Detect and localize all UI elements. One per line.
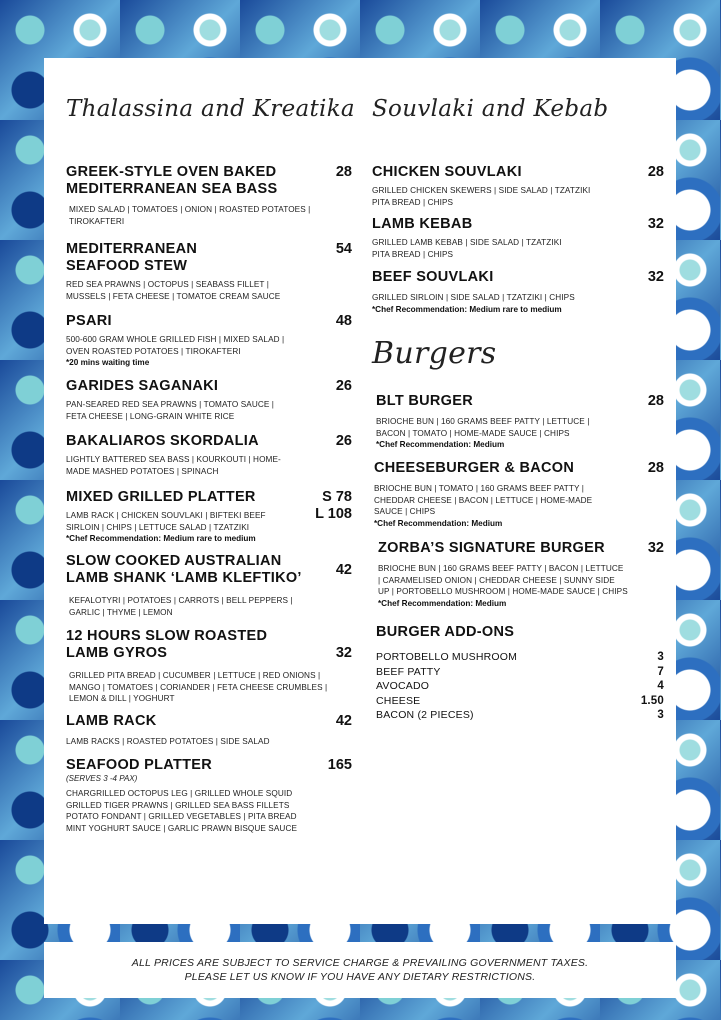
addon-row [376, 694, 664, 709]
item-note: *Chef Recommendation: Medium [374, 518, 503, 528]
item-name: CHEESEBURGER & BACON [374, 460, 575, 476]
item-name: GREEK-STYLE OVEN BAKED MEDITERRANEAN SEA BASS [66, 164, 278, 197]
addon-price: 3 [657, 709, 664, 721]
menu-item [376, 393, 664, 450]
item-name: PSARI [66, 313, 112, 329]
addon-name: BACON (2 PIECES) [376, 709, 474, 721]
addon-price: 1.50 [640, 694, 664, 707]
item-description: BRIOCHE BUN | 160 GRAMS BEEF PATTY | LETTUCE | BACON | TOMATO | HOME-MADE SAUCE | CHIPS [376, 417, 590, 438]
item-price: 26 [335, 433, 352, 449]
item-price: 54 [335, 241, 352, 257]
item-name: BEEF SOUVLAKI [372, 269, 494, 285]
item-description: GRILLED CHICKEN SKEWERS | SIDE SALAD | TZATZIKI PITA BREAD | CHIPS [372, 186, 591, 207]
menu-item [66, 757, 352, 834]
item-price: 165 [327, 757, 352, 773]
addon-row [376, 650, 664, 665]
section-title-burgers: Burgers [372, 336, 497, 371]
menu-item [374, 460, 664, 529]
footer-notice [44, 942, 676, 998]
item-description: LAMB RACK | CHICKEN SOUVLAKI | BIFTEKI BEEF SIRLOIN | CHIPS | LETTUCE SALAD | TZATZIKI [66, 511, 266, 532]
item-price-large: L 108 [315, 506, 352, 522]
item-description: GRILLED SIRLOIN | SIDE SALAD | TZATZIKI | CHIPS [372, 293, 575, 302]
addon-name: PORTOBELLO MUSHROOM [376, 651, 518, 663]
addon-name: AVOCADO [376, 680, 430, 692]
item-price-small: S 78 [322, 489, 352, 505]
item-note: *Chef Recommendation: Medium [376, 440, 505, 449]
item-price: 42 [335, 713, 352, 729]
item-price: 26 [335, 378, 352, 394]
addon-price: 7 [657, 665, 664, 678]
item-price-group [315, 489, 352, 523]
item-name: LAMB KEBAB [372, 216, 473, 232]
item-name: BLT BURGER [376, 393, 473, 409]
footer-line-2: PLEASE LET US KNOW IF YOU HAVE ANY DIETARY RESTRICTIONS. [184, 971, 536, 983]
item-description: CHARGRILLED OCTOPUS LEG | GRILLED WHOLE SQUID GRILLED TIGER PRAWNS | GRILLED SEA BASS FILLETS POTATO FONDANT | GRILLED VEGETABLES | PITA BREAD MINT YOGHURT SAUCE | GARLIC PRAWN BISQUE SAUCE [66, 789, 298, 833]
menu-item [66, 313, 352, 368]
item-name: SEAFOOD PLATTER [66, 757, 213, 773]
menu-item [66, 553, 352, 618]
menu-item [372, 216, 664, 260]
item-price: 28 [335, 164, 352, 180]
item-note: *Chef Recommendation: Medium rare to medium [66, 534, 256, 543]
item-name: MIXED GRILLED PLATTER [66, 489, 256, 505]
addon-price: 3 [657, 651, 664, 663]
menu-item [372, 164, 664, 208]
menu-item [66, 241, 352, 302]
item-price: 32 [647, 216, 664, 232]
menu-item [66, 628, 352, 705]
item-name: GARIDES SAGANAKI [66, 378, 219, 394]
item-note: *Chef Recommendation: Medium rare to medium [372, 304, 562, 314]
addon-row [376, 665, 664, 680]
item-price: 32 [335, 645, 352, 661]
item-description: LAMB RACKS | ROASTED POTATOES | SIDE SALAD [66, 737, 270, 746]
menu-item [66, 164, 352, 227]
footer-line-1: ALL PRICES ARE SUBJECT TO SERVICE CHARGE & PREVAILING GOVERNMENT TAXES. [131, 957, 589, 969]
burger-addons [376, 624, 664, 723]
item-price: 28 [647, 460, 664, 476]
menu-item [372, 269, 664, 315]
item-note: *Chef Recommendation: Medium [378, 598, 507, 608]
item-name: MEDITERRANEAN SEAFOOD STEW [66, 241, 198, 274]
addons-list [376, 650, 664, 723]
item-name: SLOW COOKED AUSTRALIAN LAMB SHANK ‘LAMB KLEFTIKO’ [66, 553, 302, 586]
item-description: GRILLED LAMB KEBAB | SIDE SALAD | TZATZIKI PITA BREAD | CHIPS [372, 238, 562, 259]
item-price: 48 [335, 313, 352, 329]
item-note: *20 mins waiting time [66, 358, 150, 367]
item-description: RED SEA PRAWNS | OCTOPUS | SEABASS FILLET | MUSSELS | FETA CHEESE | TOMATOE CREAM SAUCE [66, 280, 281, 301]
section-title-souvlaki: Souvlaki and Kebab [372, 96, 609, 122]
addon-name: BEEF PATTY [376, 665, 441, 678]
menu-item [66, 713, 352, 748]
menu-item [66, 378, 352, 422]
item-name: 12 HOURS SLOW ROASTED LAMB GYROS [66, 628, 268, 661]
item-description: GRILLED PITA BREAD | CUCUMBER | LETTUCE | RED ONIONS | MANGO | TOMATOES | CORIANDER | FETA CHEESE CRUMBLES | LEMON & DILL | YOGHURT [69, 671, 328, 703]
item-description: 500-600 GRAM WHOLE GRILLED FISH | MIXED SALAD | OVEN ROASTED POTATOES | TIROKAFTERI [66, 335, 285, 356]
menu-item [66, 489, 352, 544]
addon-row [376, 679, 664, 694]
item-description: MIXED SALAD | TOMATOES | ONION | ROASTED POTATOES | TIROKAFTERI [69, 205, 311, 226]
item-price: 28 [647, 164, 664, 180]
item-price: 28 [647, 393, 664, 409]
addon-price: 4 [657, 680, 664, 692]
item-description: LIGHTLY BATTERED SEA BASS | KOURKOUTI | HOME-MADE MASHED POTATOES | SPINACH [66, 455, 281, 476]
item-name: LAMB RACK [66, 713, 157, 729]
menu-item [378, 540, 664, 609]
item-name: BAKALIAROS SKORDALIA [66, 433, 259, 449]
item-description: KEFALOTYRI | POTATOES | CARROTS | BELL PEPPERS | GARLIC | THYME | LEMON [69, 596, 293, 617]
addon-name: CHEESE [376, 694, 421, 707]
section-title-thalassina: Thalassina and Kreatika [66, 96, 355, 122]
item-price: 42 [335, 561, 352, 578]
menu-item [66, 433, 352, 477]
addon-row [376, 708, 664, 723]
item-description: PAN-SEARED RED SEA PRAWNS | TOMATO SAUCE | FETA CHEESE | LONG-GRAIN WHITE RICE [66, 400, 275, 421]
item-name: CHICKEN SOUVLAKI [372, 164, 522, 180]
item-description: BRIOCHE BUN | 160 GRAMS BEEF PATTY | BACON | LETTUCE | CARAMELISED ONION | CHEDDAR CHEESE | SUNNY SIDE UP | PORTOBELLO MUSHROOM | HOME-MADE SAUCE | CHIPS [378, 564, 628, 596]
item-description: BRIOCHE BUN | TOMATO | 160 GRAMS BEEF PATTY | CHEDDAR CHEESE | BACON | LETTUCE | HOME-MADE SAUCE | CHIPS [374, 484, 593, 516]
addons-title: BURGER ADD-ONS [376, 624, 515, 640]
item-serves: (SERVES 3 -4 PAX) [66, 774, 138, 783]
item-name: ZORBA’S SIGNATURE BURGER [378, 540, 605, 556]
item-price: 32 [647, 540, 664, 556]
item-price: 32 [647, 269, 664, 285]
menu-card [44, 58, 676, 924]
